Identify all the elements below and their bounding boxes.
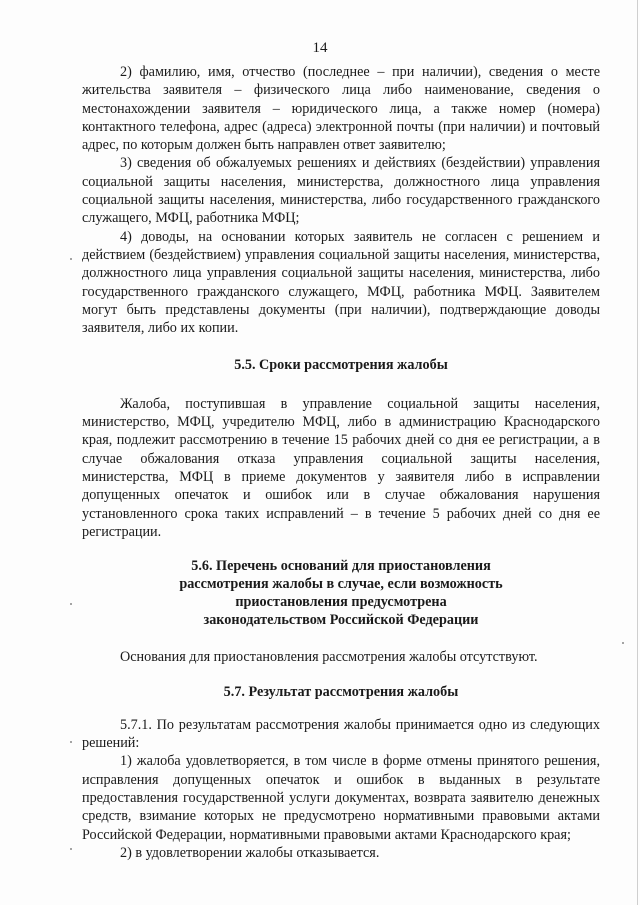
page-number: 14 — [312, 40, 328, 56]
paragraph-item-2: 2) фамилию, имя, отчество (последнее – при наличии), сведения о месте жительства заявителя – физического лица либо наименование, сведения о местонахождении заявителя – юридического лица, а также номер (номера) контактного телефона, адрес (адреса) электронной почты (при наличии) и почтовый адрес, по которым должен быть направлен ответ заявителю; — [82, 64, 600, 154]
page-content — [82, 63, 600, 862]
paragraph-item-4: 4) доводы, на основании которых заявитель не согласен с решением и действием (бездействием) управления социальной защиты населения, министерства, должностного лица управления социальной защиты населения, министерства, либо государственного гражданского служащего, МФЦ, работника МФЦ. Заявителем могут быть представлены документы (при наличии), подтверждающие доводы заявителя, либо их копии. — [82, 228, 600, 337]
section-5-7-item: 5.7.1. По результатам рассмотрения жалобы принимается одно из следующих решений: — [82, 716, 600, 752]
page-edge-shadow — [637, 0, 638, 905]
section-5-5-heading: 5.5. Сроки рассмотрения жалобы — [234, 357, 448, 374]
scan-speck — [70, 848, 72, 850]
scan-speck — [622, 642, 624, 644]
scan-speck — [70, 258, 72, 260]
section-5-5-text: Жалоба, поступившая в управление социальной защиты населения, министерство, МФЦ, учредителю МФЦ, либо в администрацию Краснодарского края, подлежит рассмотрению в течение 15 рабочих дней со дня ее регистрации, а в случае обжалования отказа управления социальной защиты населения, министерства, МФЦ в приеме документов у заявителя либо в исправлении допущенных опечаток и ошибок или в случае обжалования нарушения установленного срока таких исправлений – в течение 5 рабочих дней со дня ее регистрации. — [82, 395, 600, 540]
section-5-7-item: 1) жалоба удовлетворяется, в том числе в форме отмены принятого решения, исправления допущенных опечаток и ошибок в выданных в результате предоставления государственной услуги документах, возврата заявителю денежных средств, взимание которых не предусмотрено нормативными правовыми актами Российской Федерации, нормативными правовыми актами Краснодарского края; — [82, 753, 600, 843]
scan-speck — [70, 603, 72, 605]
section-5-6-text: Основания для приостановления рассмотрения жалобы отсутствуют. — [120, 649, 538, 666]
section-5-6-heading-line: рассмотрения жалобы в случае, если возможность — [179, 576, 503, 593]
scan-speck — [70, 741, 72, 743]
section-5-7-heading: 5.7. Результат рассмотрения жалобы — [223, 684, 459, 701]
section-5-7-item: 2) в удовлетворении жалобы отказывается. — [120, 844, 380, 861]
section-5-6-heading-line: законодательством Российской Федерации — [203, 612, 479, 629]
section-5-6-heading-line: приостановления предусмотрена — [235, 594, 447, 611]
section-5-6-heading — [82, 557, 600, 629]
paragraph-item-3: 3) сведения об обжалуемых решениях и действиях (бездействии) управления социальной защиты населения, министерства, должностного лица управления социальной защиты населения, министерства, либо государственного гражданского служащего, МФЦ, работника МФЦ; — [82, 155, 600, 227]
section-5-6-heading-line: 5.6. Перечень оснований для приостановления — [191, 558, 491, 575]
